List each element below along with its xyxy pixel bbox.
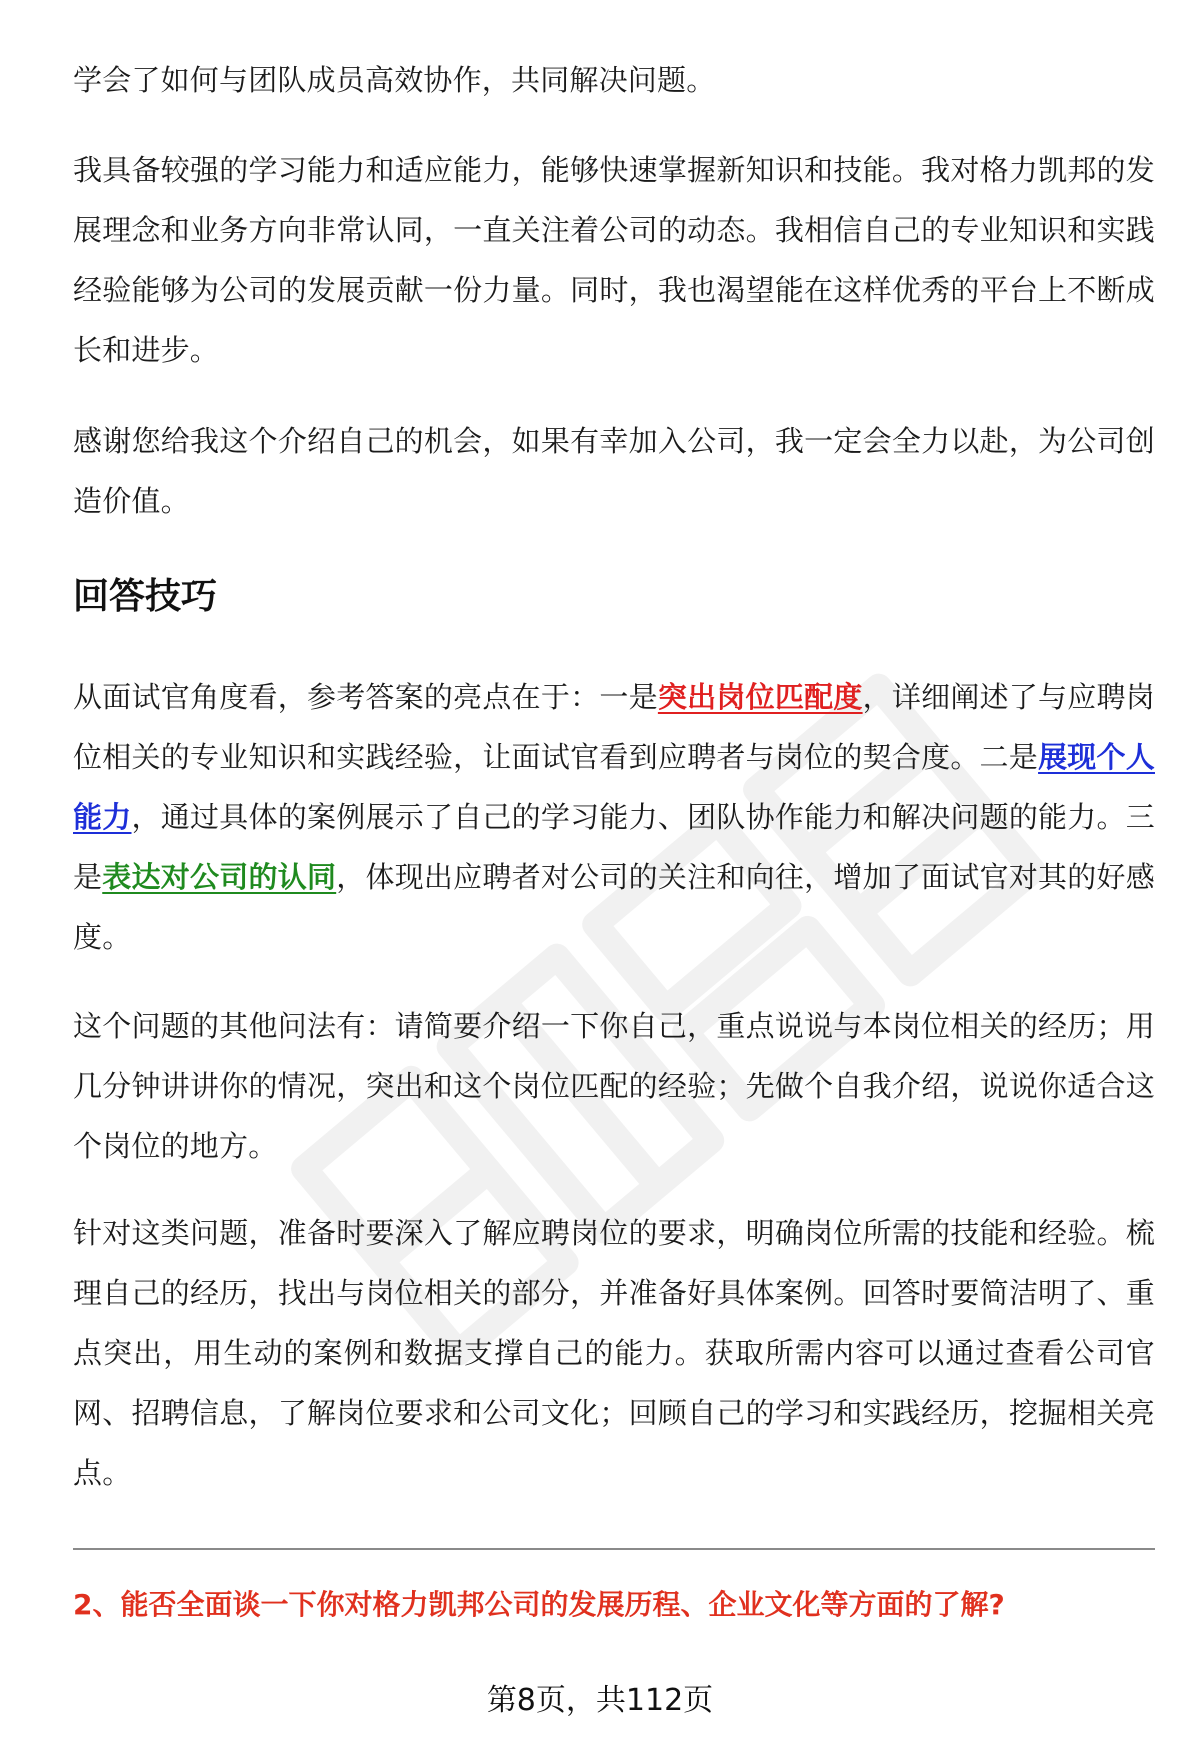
highlight-company-recognition: 表达对公司的认同	[102, 860, 337, 894]
question-heading: 2、能否全面谈一下你对格力凯邦公司的发展历程、企业文化等方面的了解?	[73, 1588, 1005, 1621]
paragraph-alternative-questions: 这个问题的其他问法有：请简要介绍一下你自己，重点说说与本岗位相关的经历；用几分钟讲讲你的情况，突出和这个岗位匹配的经验；先做个自我介绍，说说你适合这个岗位的地方。	[73, 1009, 1155, 1163]
paragraph-thanks: 感谢您给我这个介绍自己的机会，如果有幸加入公司，我一定会全力以赴，为公司创造价值。	[73, 424, 1155, 518]
page-footer: 第8页，共112页	[486, 1683, 714, 1718]
paragraph-preparation-advice: 针对这类问题，准备时要深入了解应聘岗位的要求，明确岗位所需的技能和经验。梳理自己的经历，找出与岗位相关的部分，并准备好具体案例。回答时要简洁明了、重点突出，用生动的案例和数据支撑自己的能力。获取所需内容可以通过查看公司官网、招聘信息，了解岗位要求和公司文化；回顾自己的学习和实践经历，挖掘相关亮点。	[73, 1216, 1155, 1490]
highlight-personal-ability: 展现个人能力	[73, 740, 1155, 834]
tips-text-2: ，详细阐述了与应聘岗位相关的专业知识和实践经验，让面试官看到应聘者与岗位的契合度。二是	[73, 680, 1155, 774]
paragraph-learning-ability: 我具备较强的学习能力和适应能力，能够快速掌握新知识和技能。我对格力凯邦的发展理念和业务方向非常认同，一直关注着公司的动态。我相信自己的专业知识和实践经验能够为公司的发展贡献一份力量。同时，我也渴望能在这样优秀的平台上不断成长和进步。	[73, 153, 1155, 367]
tips-text-4: ，体现出应聘者对公司的关注和向往，增加了面试官对其的好感度。	[73, 860, 1155, 954]
paragraph-teamwork: 学会了如何与团队成员高效协作，共同解决问题。	[73, 63, 716, 97]
section-divider	[73, 1548, 1155, 1550]
paragraph-answer-tips	[73, 667, 1155, 967]
tips-text-3: ，通过具体的案例展示了自己的学习能力、团队协作能力和解决问题的能力。三是	[73, 800, 1155, 894]
tips-text-1: 从面试官角度看，参考答案的亮点在于：一是	[73, 680, 658, 714]
highlight-job-match: 突出岗位匹配度	[657, 680, 863, 714]
section-heading: 回答技巧	[73, 576, 218, 617]
